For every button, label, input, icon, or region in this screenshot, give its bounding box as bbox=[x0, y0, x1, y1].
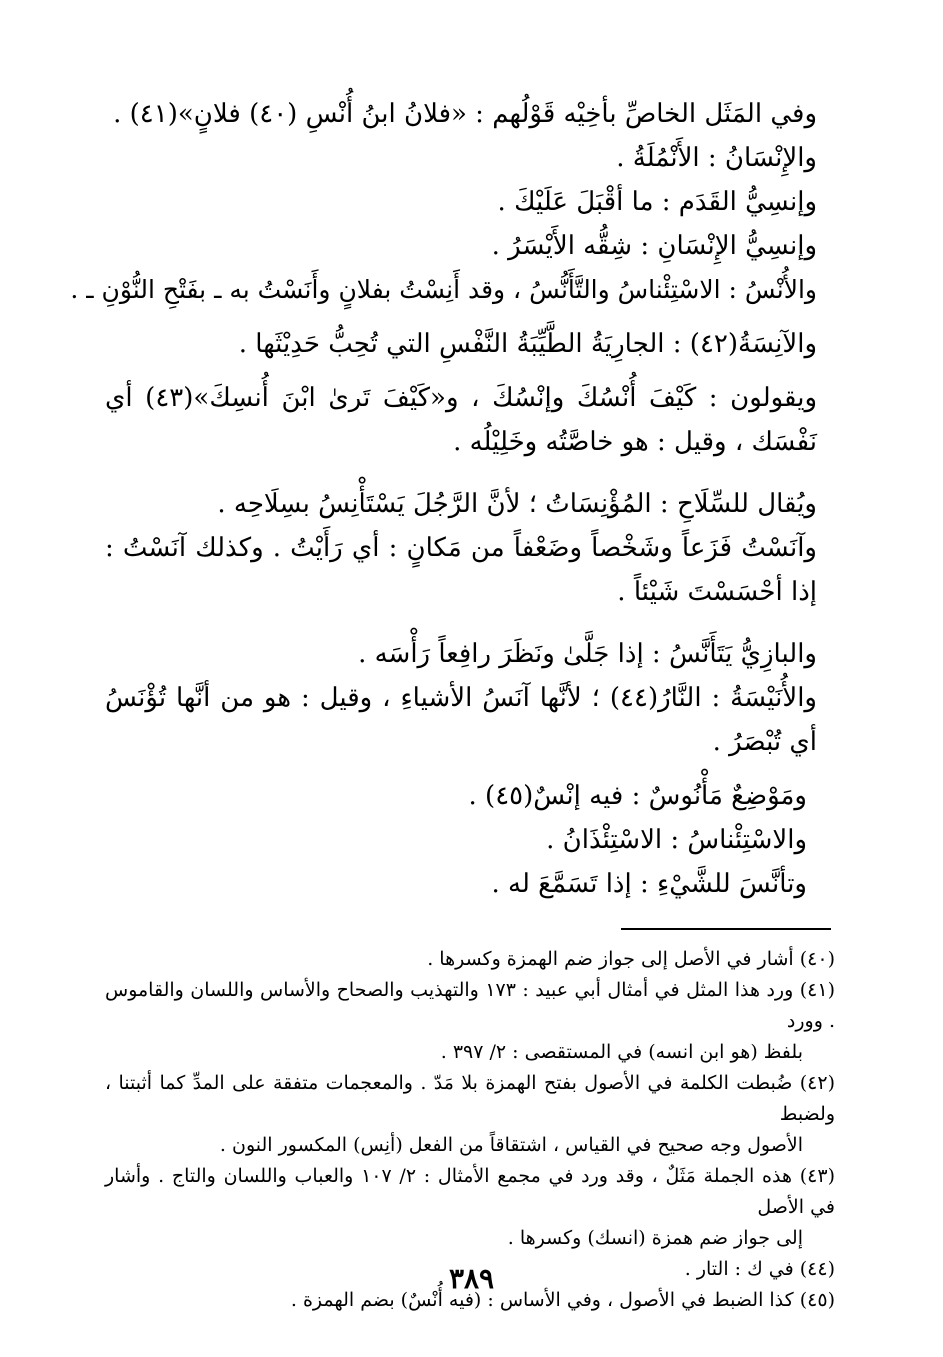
text-line: والبازِيُّ يَتَأَنَّسُ : إذا جَلَّىٰ ونَظَرَ رافِعاً رَأْسَه . bbox=[358, 639, 817, 669]
footnote: (٤٣) هذه الجملة مَثَلٌ ، وقد ورد في مجمع الأمثال : ٢/ ١٠٧ والعباب واللسان والتاج . وأشار في الأصل bbox=[105, 1165, 835, 1218]
text-line: وفي المَثَل الخاصِّ بأخِيْه قَوْلُهم : «فلانُ ابنُ أُنْسِ (٤٠) فلانٍ»(٤١) . bbox=[113, 99, 817, 129]
footnote-divider bbox=[621, 928, 831, 930]
text-paragraph: وآنَسْتُ فَزَعاً وشَخْصاً وضَعْفاً من مَكانٍ : أي رَأَيْتُ . وكذلك آنَسْتُ : إذا أحْسَسْتَ شَيْئاً . bbox=[105, 533, 817, 607]
text-line: ومَوْضِعٌ مَأْنُوسٌ : فيه إنْسٌ(٤٥) . bbox=[468, 781, 807, 811]
footnote: (٤١) ورد هذا المثل في أمثال أبي عبيد : ١٧٣ والتهذيب والصحاح والأساس واللسان والقاموس . وورد bbox=[105, 979, 835, 1032]
main-text bbox=[70, 92, 831, 906]
footnote-continuation: بلفظ (هو ابن انسه) في المستقصى : ٢/ ٣٩٧ . bbox=[440, 1041, 803, 1063]
footnote: (٤٤) في ك : التار . bbox=[684, 1258, 835, 1280]
text-line: وإنسِيُّ القَدَم : ما أقْبَلَ عَلَيْكَ . bbox=[497, 187, 817, 217]
text-line: والأُنْسُ : الاسْتِئْناسُ والتَّأَنُّسُ ، وقد أَنِسْتُ بفلانٍ وأَنَسْتُ به ـ بفَتْحِ النُّوْنِ ـ . bbox=[70, 275, 817, 304]
footnote-continuation: إلى جواز ضم همزة (انسك) وكسرها . bbox=[507, 1227, 803, 1249]
text-paragraph: والأُنَيْسَةُ : النَّارُ(٤٤) ؛ لأنَّها آنَسُ الأشياءِ ، وقيل : هو من أنَّها تُؤْنَسُ أي تُبْصَرُ . bbox=[105, 683, 817, 757]
text-line: ويُقال للسِّلَاحِ : المُؤْنِسَاتُ ؛ لأنَّ الرَّجُلَ يَسْتَأْنِسُ بسِلَاحِه . bbox=[217, 489, 817, 519]
text-line: والاسْتِئْناسُ : الاسْتِئْذَانُ . bbox=[546, 825, 807, 855]
text-line: والإِنْسَانُ : الأَنْمُلَةُ . bbox=[616, 143, 817, 173]
footnote-continuation: الأصول وجه صحيح في القياس ، اشتقاقاً من الفعل (أنِس) المكسور النون . bbox=[219, 1134, 803, 1156]
text-paragraph: ويقولون : كَيْفَ أُنْسُكَ وإنْسُكَ ، و«كَيْفَ تَرىٰ ابْنَ أُنسِكَ»(٤٣) أي نَفْسَك ، وقيل : هو خاصَّتُه وخَلِيْلُه . bbox=[105, 383, 818, 457]
footnote: (٤٢) ضُبطت الكلمة في الأصول بفتح الهمزة بلا مَدّ . والمعجمات متفقة على المدِّ كما أثبتنا ، ولضبط bbox=[105, 1072, 835, 1125]
text-line: وإنسِيُّ الإِنْسَانِ : شِقُّه الأَيْسَرُ . bbox=[491, 231, 817, 261]
footnotes bbox=[105, 944, 835, 1316]
text-line: والآنِسَةُ(٤٢) : الجارِيَةُ الطَّيِّبَةُ النَّفْسِ التي تُحِبُّ حَدِيْثَها . bbox=[238, 329, 817, 359]
footnote: (٤٠) أشار في الأصل إلى جواز ضم الهمزة وكسرها . bbox=[427, 948, 835, 970]
text-line: وتأنَّسَ للشَّيْءِ : إذا تَسَمَّعَ له . bbox=[491, 869, 807, 899]
page-number: ٣٨٩ bbox=[448, 1262, 495, 1295]
footnote: (٤٥) كذا الضبط في الأصول ، وفي الأساس : (فيه أُنْسٌ) بضم الهمزة . bbox=[290, 1289, 835, 1311]
